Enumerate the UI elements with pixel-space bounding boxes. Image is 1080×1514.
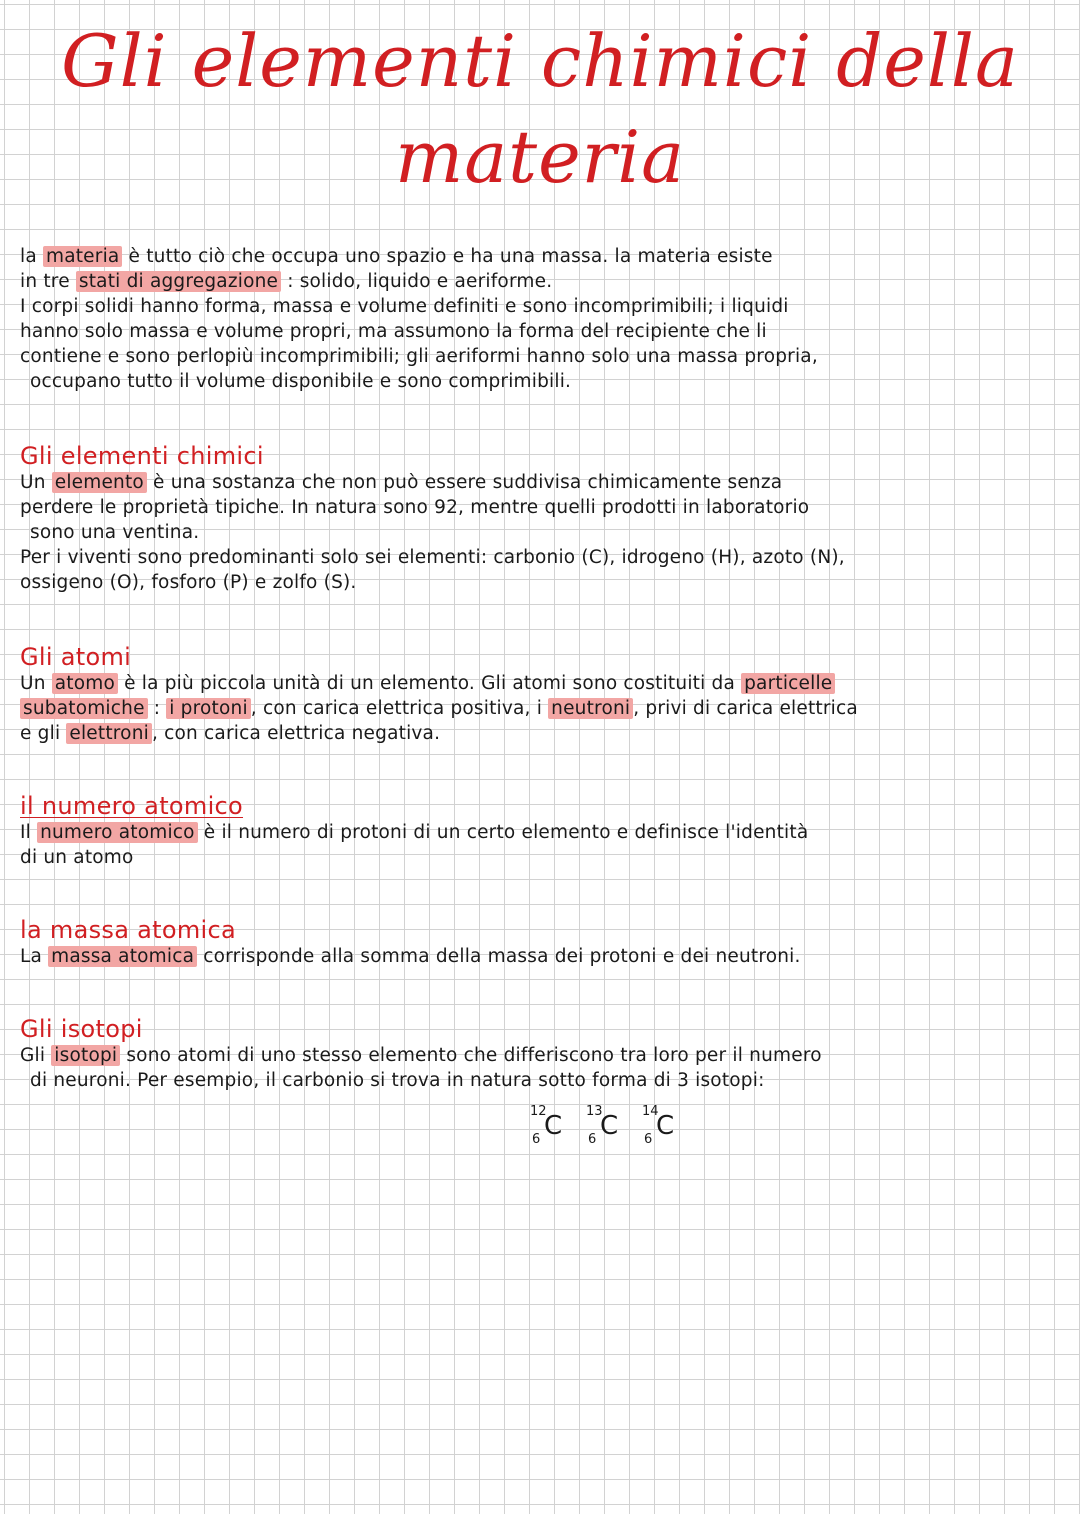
numero-line-1 (20, 820, 1060, 845)
isotope-atomic-number: 6 (644, 1132, 653, 1147)
isotope-mass-number: 14 (642, 1104, 659, 1119)
text: Gli (20, 1045, 52, 1066)
massa-line-1 (20, 944, 1060, 969)
elementi-section (20, 442, 1060, 595)
text: è la più piccola unità di un elemento. Gli atomi sono costituiti da (118, 673, 742, 694)
text: è il numero di protoni di un certo elemento e definisce l'identità (197, 822, 809, 843)
atomi-heading: Gli atomi (20, 643, 132, 671)
numero-heading: il numero atomico (20, 792, 244, 820)
isotope-atomic-number: 6 (532, 1132, 541, 1147)
numero-section (20, 792, 1060, 870)
intro-line-5: contiene e sono perlopiù incomprimibili; gli aeriformi hanno solo una massa propria, (20, 346, 818, 367)
text: sono atomi di uno stesso elemento che differiscono tra loro per il numero (120, 1045, 822, 1066)
text: e gli (20, 723, 67, 744)
intro-section (20, 244, 1060, 394)
text: corrisponde alla somma della massa dei protoni e dei neutroni. (197, 946, 801, 967)
elementi-line-5: ossigeno (O), fosforo (P) e zolfo (S). (20, 572, 357, 593)
highlight-subatomiche: subatomiche (20, 698, 148, 719)
numero-line-2: di un atomo (20, 847, 134, 868)
text: : (147, 698, 167, 719)
intro-line-2 (20, 269, 1060, 294)
text: Il (20, 822, 38, 843)
highlight-isotopi: isotopi (51, 1045, 120, 1066)
isotope-symbol: C (544, 1111, 563, 1141)
elementi-line-4: Per i viventi sono predominanti solo sei elementi: carbonio (C), idrogeno (H), azoto (N), (20, 547, 845, 568)
elementi-line-3: sono una ventina. (30, 522, 200, 543)
atomi-section (20, 643, 1060, 746)
highlight-materia: materia (43, 246, 122, 267)
atomi-line-3 (20, 721, 1060, 746)
isotope-carbon-14 (642, 1105, 692, 1155)
highlight-stati: stati di aggregazione (76, 271, 281, 292)
isotopi-line-1 (20, 1043, 1060, 1068)
isotopi-heading: Gli isotopi (20, 1015, 143, 1043)
text: Un (20, 673, 52, 694)
isotope-mass-number: 13 (586, 1104, 603, 1119)
intro-line-4: hanno solo massa e volume propri, ma assumono la forma del recipiente che li (20, 321, 767, 342)
highlight-elemento: elemento (52, 472, 147, 493)
isotope-mass-number: 12 (530, 1104, 547, 1119)
isotope-symbol: C (600, 1111, 619, 1141)
isotope-symbol: C (656, 1111, 675, 1141)
page-title-line-1: Gli elementi chimici della (61, 19, 1019, 103)
text: Un (20, 472, 52, 493)
elementi-heading: Gli elementi chimici (20, 442, 264, 470)
elementi-line-2: perdere le proprietà tipiche. In natura sono 92, mentre quelli prodotti in laboratorio (20, 497, 810, 518)
text: , privi di carica elettrica (633, 698, 858, 719)
text: La (20, 946, 49, 967)
intro-line-1 (20, 244, 1060, 269)
highlight-numero-atomico: numero atomico (37, 822, 198, 843)
isotopi-line-2: di neuroni. Per esempio, il carbonio si trova in natura sotto forma di 3 isotopi: (30, 1070, 765, 1091)
isotope-carbon-13 (586, 1105, 636, 1155)
elementi-line-1 (20, 470, 1060, 495)
text: è una sostanza che non può essere suddivisa chimicamente senza (146, 472, 783, 493)
text: , con carica elettrica negativa. (151, 723, 441, 744)
highlight-massa-atomica: massa atomica (48, 946, 197, 967)
text: : solido, liquido e aeriforme. (281, 271, 553, 292)
text: in tre (20, 271, 76, 292)
page-title-line-2: materia (394, 115, 686, 199)
highlight-elettroni: elettroni (66, 723, 152, 744)
intro-line-6: occupano tutto il volume disponibile e sono comprimibili. (30, 371, 572, 392)
isotopi-section (20, 1015, 1060, 1093)
isotope-atomic-number: 6 (588, 1132, 597, 1147)
isotope-carbon-12 (530, 1105, 580, 1155)
highlight-particelle: particelle (741, 673, 835, 694)
text: la (20, 246, 43, 267)
highlight-protoni: i protoni (166, 698, 251, 719)
text: , con carica elettrica positiva, i (250, 698, 549, 719)
massa-section (20, 916, 1060, 969)
atomi-line-2 (20, 696, 1060, 721)
massa-heading: la massa atomica (20, 916, 236, 944)
highlight-neutroni: neutroni (548, 698, 633, 719)
atomi-line-1 (20, 671, 1060, 696)
text: è tutto ciò che occupa uno spazio e ha una massa. la materia esiste (122, 246, 773, 267)
highlight-atomo: atomo (52, 673, 118, 694)
isotope-notation-group (520, 1105, 700, 1155)
intro-line-3: I corpi solidi hanno forma, massa e volume definiti e sono incomprimibili; i liquidi (20, 296, 789, 317)
